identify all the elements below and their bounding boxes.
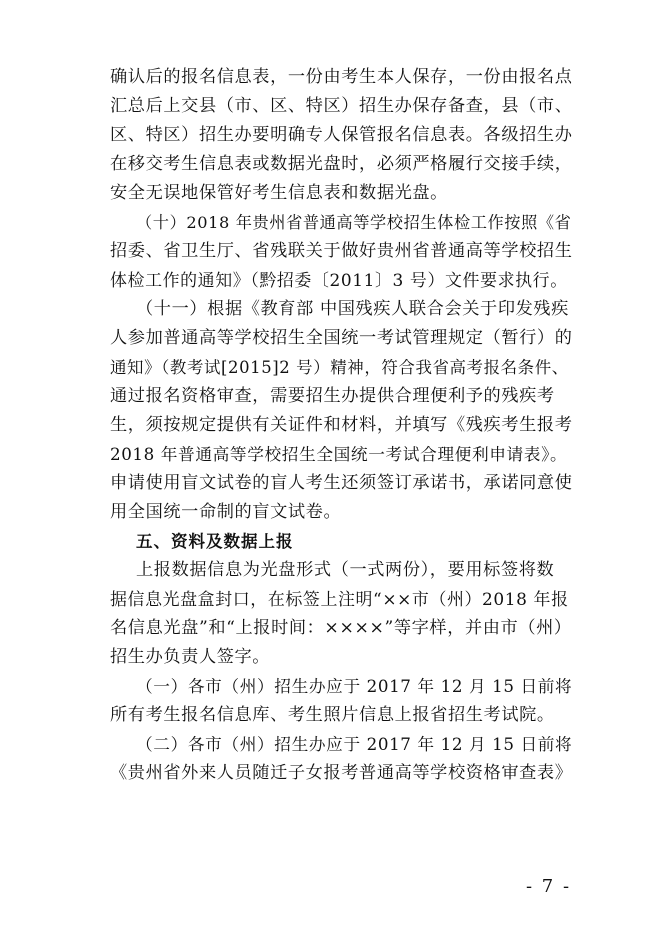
text-line: 确认后的报名信息表，一份由考生本人保存，一份由报名点 <box>110 67 573 87</box>
text-line: 通知》（教考试[2015]2 号）精神，符合我省高考报名条件、 <box>110 358 569 377</box>
text-line: 《贵州省外来人员随迁子女报考普通高等学校资格审查表》 <box>110 763 573 783</box>
text-line: 用全国统一命制的盲文试卷。 <box>110 502 342 522</box>
text-line: 所有考生报名信息库、考生照片信息上报省招生考试院。 <box>110 705 555 725</box>
text-line: 名信息光盘”和“上报时间：××××”等字样，并由市（州） <box>110 618 572 638</box>
paragraph-start-line: （二）各市（州）招生办应于 2017 年 12 月 15 日前将 <box>136 734 573 754</box>
text-line: 区、特区）招生办要明确专人保管报名信息表。各级招生办 <box>110 125 573 145</box>
paragraph-start-line: （一）各市（州）招生办应于 2017 年 12 月 15 日前将 <box>136 676 573 696</box>
text-line: 通过报名资格审查，需要招生办提供合理便利予的残疾考 <box>110 386 555 406</box>
text-line: 在移交考生信息表或数据光盘时，必须严格履行交接手续， <box>110 154 573 174</box>
text-line: 申请使用盲文试卷的盲人考生还须签订承诺书，承诺同意使 <box>110 473 573 493</box>
text-line: 汇总后上交县（市、区、特区）招生办保存备查，县（市、 <box>110 96 573 116</box>
section-heading: 五、资料及数据上报 <box>136 532 294 551</box>
document-body <box>110 63 573 788</box>
text-line: 招委、省卫生厅、省残联关于做好贵州省普通高等学校招生 <box>110 241 573 261</box>
text-line: 2018 年普通高等学校招生全国统一考试合理便利申请表》。 <box>110 444 568 464</box>
text-line: 招生办负责人签字。 <box>110 647 271 667</box>
text-line: 人参加普通高等学校招生全国统一考试管理规定（暂行）的 <box>110 328 573 348</box>
paragraph-start-line: （十）2018 年贵州省普通高等学校招生体检工作按照《省 <box>136 213 572 232</box>
text-line: 据信息光盘盒封口，在标签上注明“××市（州）2018 年报 <box>110 589 569 609</box>
text-line: 安全无误地保管好考生信息表和数据光盘。 <box>110 183 448 203</box>
text-line: 体检工作的通知》（黔招委〔2011〕3 号）文件要求执行。 <box>110 270 568 290</box>
paragraph-start-line: 上报数据信息为光盘形式（一式两份），要用标签将数 <box>136 560 555 580</box>
text-line: 生，须按规定提供有关证件和材料，并填写《残疾考生报考 <box>110 415 573 435</box>
paragraph-start-line: （十一）根据《教育部 中国残疾人联合会关于印发残疾 <box>136 299 569 319</box>
page-number: - 7 - <box>526 876 572 897</box>
